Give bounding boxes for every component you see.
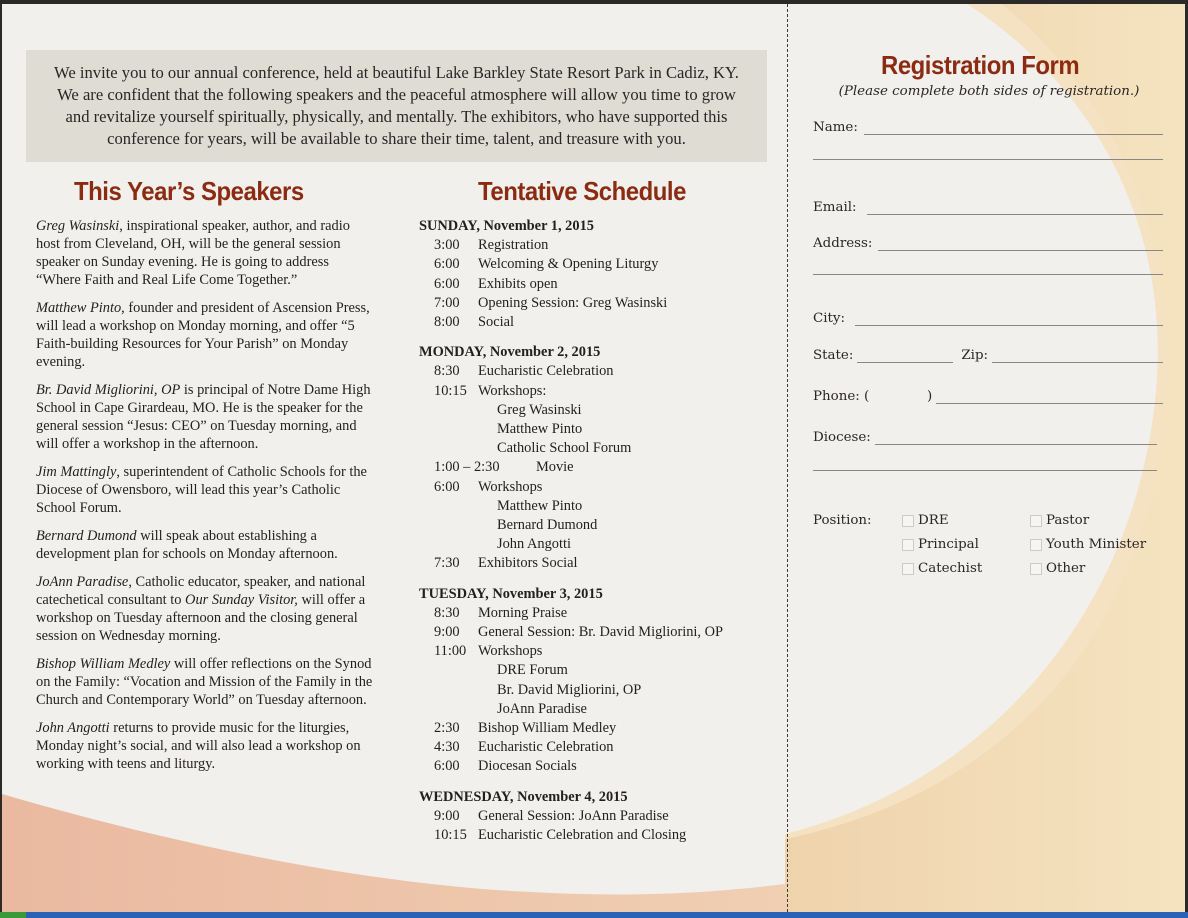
schedule-time: 8:30 xyxy=(434,363,460,380)
speaker-name: Matthew Pinto xyxy=(36,300,122,316)
speaker-text: , founder and president of Ascension Press, will lead a workshop on Monday morning, and offer “5 Faith-building Resources for Your Parish” on Monday evening. xyxy=(36,300,370,370)
schedule-time: 11:00 xyxy=(434,643,467,660)
schedule-event: Eucharistic Celebration and Closing xyxy=(478,827,687,844)
speakers-heading: This Year’s Speakers xyxy=(74,176,304,206)
address-input-line-2[interactable] xyxy=(813,274,1163,275)
schedule-item xyxy=(419,236,779,255)
schedule-item xyxy=(419,738,779,757)
option-label: Other xyxy=(1046,561,1086,576)
email-input-line[interactable] xyxy=(867,214,1163,215)
schedule-event: Morning Praise xyxy=(478,604,568,621)
schedule-event: Movie xyxy=(536,459,574,476)
speaker-text: will offer a workshop on Tuesday afternoon and the closing general session on Wednesday morning. xyxy=(36,592,366,644)
speaker-bio xyxy=(36,719,376,773)
schedule-time: 10:15 xyxy=(434,382,467,399)
diocese-input-line[interactable] xyxy=(875,444,1157,445)
schedule-subitem: Matthew Pinto xyxy=(497,497,583,514)
speakers-list xyxy=(36,217,376,783)
schedule-time: 9:00 xyxy=(434,624,460,641)
schedule-event: Eucharistic Celebration xyxy=(478,363,614,380)
schedule-subitem: John Angotti xyxy=(497,536,571,553)
schedule-event: Social xyxy=(478,314,514,331)
phone-field[interactable] xyxy=(813,389,1163,404)
speaker-bio xyxy=(36,573,376,645)
phone-input-line[interactable] xyxy=(936,403,1163,404)
schedule-time: 4:30 xyxy=(434,739,460,756)
schedule-event: Opening Session: Greg Wasinski xyxy=(478,294,668,311)
option-label: Youth Minister xyxy=(1046,537,1147,552)
email-field[interactable] xyxy=(813,200,1163,215)
address-label: Address: xyxy=(813,236,873,251)
option-label: Pastor xyxy=(1046,513,1090,528)
speaker-bio xyxy=(36,527,376,563)
schedule-event: Diocesan Socials xyxy=(478,758,577,775)
checkbox-icon[interactable] xyxy=(902,563,914,575)
schedule-event: Eucharistic Celebration xyxy=(478,739,614,756)
schedule-item xyxy=(419,719,779,738)
phone-close-paren: ) xyxy=(927,389,933,404)
speaker-name: JoAnn Paradise xyxy=(36,574,129,590)
schedule-subitem: JoAnn Paradise xyxy=(497,700,587,717)
taskbar-accent xyxy=(0,912,26,918)
option-label: DRE xyxy=(918,513,949,528)
intro-line: We invite you to our annual conference, held at beautiful Lake Barkley State Resort Park in Cadiz, KY. xyxy=(54,63,739,82)
schedule-item xyxy=(419,604,779,623)
schedule-item xyxy=(419,382,779,401)
zip-label: Zip: xyxy=(961,348,989,363)
schedule-time: 6:00 xyxy=(434,256,460,273)
schedule-event: Workshops xyxy=(478,643,543,660)
publication-name: Our Sunday Visitor, xyxy=(185,592,298,608)
speaker-name: John Angotti xyxy=(36,720,110,736)
schedule-item xyxy=(419,255,779,274)
diocese-label: Diocese: xyxy=(813,430,871,445)
speaker-text: , superintendent of Catholic Schools for the Diocese of Owensboro, will lead this year’s Catholic School Forum. xyxy=(36,464,367,516)
schedule-event: Welcoming & Opening Liturgy xyxy=(478,256,659,273)
day-heading: TUESDAY, November 3, 2015 xyxy=(419,585,603,602)
position-label: Position: xyxy=(813,513,872,528)
address-input-line[interactable] xyxy=(878,250,1163,251)
intro-line: and revitalize yourself spiritually, physically, and mentally. The exhibitors, who have supported this xyxy=(65,107,728,126)
schedule-subitem: Bernard Dumond xyxy=(497,517,598,534)
schedule-item xyxy=(419,458,779,477)
checkbox-icon[interactable] xyxy=(902,515,914,527)
schedule-time: 7:00 xyxy=(434,294,460,311)
schedule-subitem: Greg Wasinski xyxy=(497,401,582,418)
form-title: Registration Form xyxy=(881,50,1080,80)
schedule-item xyxy=(419,313,779,332)
position-option-other[interactable] xyxy=(1030,561,1085,576)
schedule-subitem: Br. David Migliorini, OP xyxy=(497,681,642,698)
schedule-event: Workshops xyxy=(478,478,543,495)
position-option-pastor[interactable] xyxy=(1030,513,1089,528)
city-label: City: xyxy=(813,311,845,326)
schedule-subitem: Matthew Pinto xyxy=(497,421,583,438)
day-heading: WEDNESDAY, November 4, 2015 xyxy=(419,788,628,805)
day-heading: SUNDAY, November 1, 2015 xyxy=(419,218,594,234)
speaker-text: returns to provide music for the liturgies, Monday night’s social, and will also lead a workshop on working with teens and liturgy. xyxy=(36,720,361,772)
speaker-text: will speak about establishing a development plan for schools on Monday afternoon. xyxy=(36,528,338,562)
name-input-line[interactable] xyxy=(864,134,1163,135)
schedule xyxy=(419,217,779,856)
email-label: Email: xyxy=(813,200,857,215)
speaker-text: will offer reflections on the Synod on the Family: “Vocation and Mission of the Family in the Church and Contemporary World” on Tuesday afternoon. xyxy=(36,656,373,708)
phone-label: Phone: ( xyxy=(813,389,870,404)
schedule-time: 3:00 xyxy=(434,237,460,254)
schedule-subitem: DRE Forum xyxy=(497,662,568,679)
schedule-event: General Session: Br. David Migliorini, OP xyxy=(478,624,724,641)
state-label: State: xyxy=(813,348,854,363)
state-zip-field[interactable] xyxy=(813,348,1163,363)
fold-line xyxy=(787,4,788,912)
speaker-name: Greg Wasinski xyxy=(36,218,120,234)
schedule-event: Exhibits open xyxy=(478,275,558,292)
speaker-bio xyxy=(36,381,376,453)
position-option-catechist[interactable] xyxy=(902,561,982,576)
name-input-line-2[interactable] xyxy=(813,159,1163,160)
schedule-time: 9:00 xyxy=(434,807,460,824)
schedule-event: Exhibitors Social xyxy=(478,555,578,572)
option-label: Catechist xyxy=(918,561,983,576)
city-input-line[interactable] xyxy=(855,325,1163,326)
address-field-line2[interactable] xyxy=(813,274,1163,275)
name-field[interactable] xyxy=(813,120,1163,135)
name-label: Name: xyxy=(813,120,858,135)
schedule-time: 6:00 xyxy=(434,478,460,495)
speaker-text: , Catholic educator, speaker, and national catechetical consultant to xyxy=(36,574,366,608)
speaker-bio xyxy=(36,217,376,289)
schedule-event: Bishop William Medley xyxy=(478,720,617,737)
schedule-time: 2:30 xyxy=(434,720,460,737)
tan-arc xyxy=(785,4,1185,912)
schedule-item xyxy=(419,623,779,642)
schedule-item xyxy=(419,294,779,313)
schedule-subitem: Catholic School Forum xyxy=(497,440,632,457)
speaker-bio xyxy=(36,299,376,371)
speaker-name: Bishop William Medley xyxy=(36,656,171,672)
diocese-input-line-2[interactable] xyxy=(813,470,1157,471)
schedule-time: 1:00 – 2:30 xyxy=(434,459,500,476)
schedule-item xyxy=(419,554,779,573)
schedule-item xyxy=(419,757,779,776)
speaker-name: Bernard Dumond xyxy=(36,528,137,544)
schedule-event: General Session: JoAnn Paradise xyxy=(478,807,669,824)
brochure-page xyxy=(2,4,1185,912)
zip-input-line[interactable] xyxy=(992,362,1163,363)
speaker-text: is principal of Notre Dame High School in Cape Girardeau, MO. He is the speaker for the general session “Jesus: CEO” on Tuesday morning, and will offer a workshop in the afternoon. xyxy=(36,382,371,452)
address-field[interactable] xyxy=(813,236,1163,251)
schedule-time: 6:00 xyxy=(434,758,460,775)
checkbox-icon[interactable] xyxy=(1030,539,1042,551)
schedule-item xyxy=(419,642,779,661)
day-heading: MONDAY, November 2, 2015 xyxy=(419,344,601,361)
schedule-time: 7:30 xyxy=(434,555,460,572)
taskbar-strip xyxy=(0,912,1188,918)
diocese-field-line2[interactable] xyxy=(813,470,1157,471)
schedule-day xyxy=(419,585,779,777)
city-field[interactable] xyxy=(813,311,1163,326)
checkbox-icon[interactable] xyxy=(1030,563,1042,575)
option-label: Principal xyxy=(918,537,979,552)
name-field-line2[interactable] xyxy=(813,159,1163,160)
schedule-time: 8:00 xyxy=(434,314,460,331)
schedule-item xyxy=(419,807,779,826)
schedule-item xyxy=(419,826,779,845)
schedule-item xyxy=(419,478,779,497)
schedule-time: 6:00 xyxy=(434,275,460,292)
position-option-youth-minister[interactable] xyxy=(1030,537,1146,552)
speaker-text: , inspirational speaker, author, and radio host from Cleveland, OH, will be the general session speaker on Sunday evening. He is going to address “Where Faith and Real Life Come Together.” xyxy=(36,218,350,288)
speaker-bio xyxy=(36,463,376,517)
speaker-bio xyxy=(36,655,376,709)
intro-box xyxy=(26,50,767,162)
schedule-item xyxy=(419,362,779,381)
speaker-name: Jim Mattingly xyxy=(36,464,117,480)
state-input-line[interactable] xyxy=(857,362,953,363)
schedule-item xyxy=(419,275,779,294)
intro-line: conference for years, will be available to share their time, talent, and treasure with you. xyxy=(107,129,686,148)
checkbox-icon[interactable] xyxy=(902,539,914,551)
form-subtitle: (Please complete both sides of registration.) xyxy=(838,84,1140,99)
schedule-day xyxy=(419,788,779,846)
position-option-principal[interactable] xyxy=(902,537,979,552)
schedule-time: 10:15 xyxy=(434,827,467,844)
schedule-event: Workshops: xyxy=(478,382,547,399)
schedule-day xyxy=(419,343,779,573)
schedule-time: 8:30 xyxy=(434,604,460,621)
schedule-day xyxy=(419,217,779,332)
schedule-heading: Tentative Schedule xyxy=(478,176,686,206)
schedule-event: Registration xyxy=(478,237,549,254)
position-option-dre[interactable] xyxy=(902,513,949,528)
speaker-name: Br. David Migliorini, OP xyxy=(36,382,181,398)
intro-line: We are confident that the following speakers and the peaceful atmosphere will allow you time to grow xyxy=(57,85,736,104)
diocese-field[interactable] xyxy=(813,430,1157,445)
checkbox-icon[interactable] xyxy=(1030,515,1042,527)
